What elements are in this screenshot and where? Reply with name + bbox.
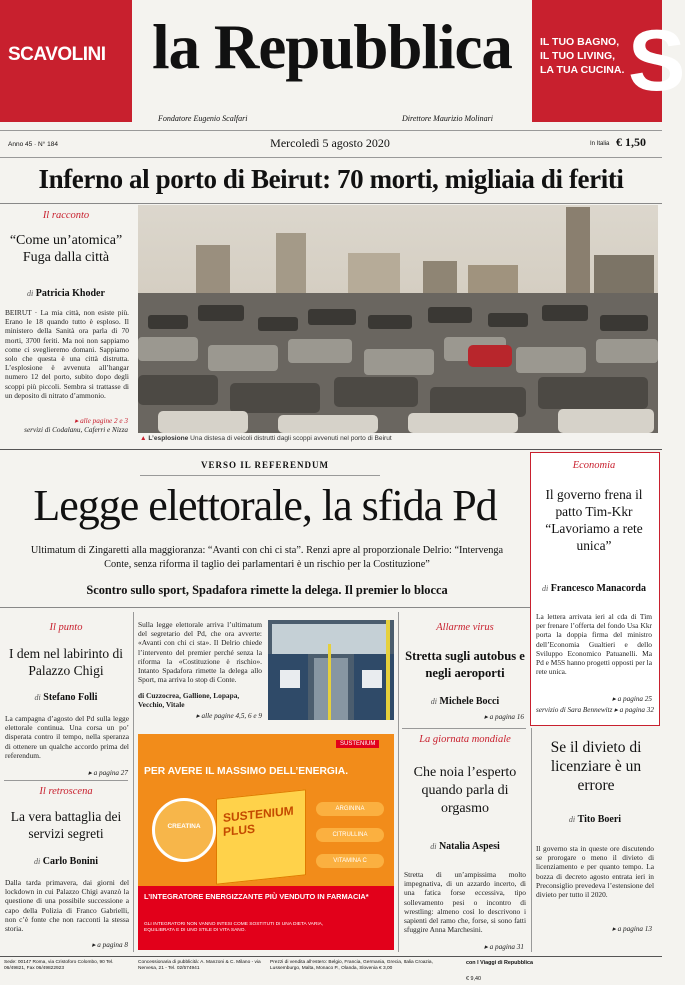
- politics-headline[interactable]: Legge elettorale, la sfida Pd: [33, 481, 497, 530]
- ad-brand-tag: SUSTENIUM: [336, 740, 379, 748]
- economy-title[interactable]: Il governo frena il patto Tim-Kkr “Lavoriamo a rete unica”: [545, 487, 643, 553]
- economy-author: [531, 583, 657, 594]
- ad-right-line-2: IL TUO LIVING,: [540, 50, 616, 62]
- ad-tagline: L’INTEGRATORE ENERGIZZANTE PIÙ VENDUTO IN FARMACIA*: [144, 892, 369, 901]
- covid-author-prefix: di: [430, 697, 438, 706]
- divieto-body: Il governo sta in queste ore discutendo se prorogare o meno il divieto di licenziamento e per quanto tempo. La bozza di decreto agosto entrata ieri in Preconsiglio prevedeva l’estensione del divieto per tutto il 2020.: [536, 844, 654, 900]
- punto-title[interactable]: I dem nel labirinto di Palazzo Chigi: [9, 646, 123, 678]
- photo-caption: [140, 435, 660, 442]
- punto-author-prefix: di: [34, 693, 41, 702]
- ad-right-line-3: LA TUA CUCINA.: [540, 64, 625, 76]
- retroscena-author-name: Carlo Bonini: [42, 856, 99, 867]
- lead-author-name: Patricia Khoder: [35, 288, 105, 299]
- issue-date: Mercoledì 5 agosto 2020: [270, 136, 390, 150]
- ad-right-line-1: IL TUO BAGNO,: [540, 36, 620, 48]
- ad-feature-1: ARGININA: [316, 802, 384, 816]
- ad-fineprint: GLI INTEGRATORI NON VANNO INTESI COME SOSTITUTI DI UNA DIETA VARIA, EQUILIBRATA E DI UNO STILE DI VITA SANO.: [144, 922, 324, 933]
- retroscena-kicker: Il retroscena: [39, 786, 93, 797]
- retroscena-author-prefix: di: [33, 857, 41, 866]
- politics-kicker: VERSO IL REFERENDUM: [200, 460, 329, 470]
- divieto-author: [532, 814, 658, 825]
- footer-col-1: Sede: 00147 Roma, via Cristoforo Colombo, 90 Tel. 06/49821, Fax 06/49822923: [4, 960, 114, 971]
- politics-body: Sulla legge elettorale arriva l’ultimatum del segretario del Pd, che ora avverte: «Avanti con chi ci sta». Il Delrio chiede l’intervento del premier perché senza la riforma la «Costituzione è rischio». Intanto Spadafora rimette la delega allo Sport, ma arriva lo stop di Conte.: [138, 620, 262, 685]
- ad-feature-3: VITAMINA C: [316, 854, 384, 868]
- price-label: In Italia: [590, 141, 610, 147]
- caption-text: Una distesa di veicoli distrutti dagli scoppi avvenuti nel porto di Beirut: [190, 435, 392, 442]
- covid-title[interactable]: Stretta sugli autobus e negli aeroporti: [405, 649, 525, 680]
- mondiale-author-prefix: di: [430, 842, 437, 851]
- caption-bold: L’esplosione: [148, 435, 189, 442]
- ad-product-name: SUSTENIUM PLUS: [223, 803, 294, 839]
- director-line: Direttore Maurizio Molinari: [402, 114, 493, 123]
- scavolini-right-ad[interactable]: [532, 0, 685, 122]
- divieto-author-prefix: di: [568, 815, 576, 824]
- economy-body: La lettera arrivata ieri al cda di Tim per frenare l’offerta del fondo Usa Kkr porta la doppia firma del ministro dell’Economia Gualtieri e dello Sviluppo Economico Patuanelli. Ma Pd e M5S hanno progetti opposti per la rete unica.: [536, 612, 652, 677]
- ad-headline: PER AVERE IL MASSIMO DELL’ENERGIA.: [144, 766, 349, 777]
- economy-ref[interactable]: ▸ a pagina 25: [612, 695, 652, 703]
- mondiale-body: Stretta di un’ampissima molto impegnativa, di un azzardo incerto, di una fatica forse eccessiva, tipo sollevamento pesi o incontro di wrestling: almeno così lo descrivono i sapienti del ramo che, forse, si sono fatti sfuggire Anna Marchesini.: [404, 870, 526, 935]
- retroscena-ref[interactable]: ▸ a pagina 8: [91, 941, 128, 949]
- ad-circle-label: CREATINA: [167, 823, 201, 830]
- punto-body: La campagna d’agosto del Pd sulla legge elettorale continua. Una corsa un po’ disperata contro il tempo, nella speranza di ottenere un qualche accordo prima del referendum.: [5, 714, 129, 760]
- ad-bottom-band: [138, 886, 394, 950]
- economy-author-name: Francesco Manacorda: [550, 583, 646, 594]
- dateline-bar: [0, 130, 662, 158]
- economy-kicker: Economia: [572, 460, 616, 471]
- beirut-photo[interactable]: [138, 205, 658, 433]
- mondiale-title[interactable]: Che noia l’esperto quando parla di orgasmo: [413, 765, 517, 816]
- retroscena-author: [0, 856, 132, 867]
- punto-author: [0, 692, 132, 703]
- lead-title[interactable]: “Come un’atomica” Fuga dalla città: [9, 233, 123, 265]
- lead-ref[interactable]: ▸ alle pagine 2 e 3: [74, 417, 128, 425]
- founder-line: Fondatore Eugenio Scalfari: [158, 114, 248, 123]
- mondiale-kicker: La giornata mondiale: [419, 734, 511, 745]
- lead-kicker: Il racconto: [42, 210, 90, 221]
- covid-kicker: Allarme virus: [436, 622, 494, 633]
- issue-number: Anno 45 · N° 184: [8, 141, 58, 148]
- economy-author-prefix: di: [542, 584, 549, 593]
- price: € 1,50: [616, 135, 646, 149]
- mondiale-author-name: Natalia Aspesi: [438, 841, 500, 852]
- lead-ref-authors: servizi di Codalanu, Caferri e Nizza: [24, 426, 128, 434]
- covid-author: [400, 696, 530, 707]
- ad-feature-2: CITRULLINA: [316, 828, 384, 842]
- divieto-author-name: Tito Boeri: [577, 814, 622, 825]
- covid-ref[interactable]: ▸ a pagina 16: [484, 713, 524, 721]
- politics-authors: di Cuzzocrea, Gallione, Lopapa, Vecchio, Vitale: [138, 691, 240, 710]
- lead-author: [0, 288, 132, 299]
- caption-arrow-icon: ▲: [140, 435, 147, 442]
- covid-author-name: Michele Bocci: [439, 696, 500, 707]
- ad-product-box: [216, 789, 306, 884]
- retroscena-title[interactable]: La vera battaglia dei servizi segreti: [10, 809, 122, 841]
- punto-kicker: Il punto: [49, 622, 83, 633]
- beirut-photo-illustration: [138, 205, 658, 433]
- ad-right-letter: S: [628, 13, 685, 109]
- lead-body: BEIRUT · La mia città, non esiste più. Erano le 18 quando tutto è esploso. Il ministero della Sanità ora parla di 70 morti, 3700 feriti. Ma noi non sappiamo come ci sveglieremo domani. Sappiamo solo che questa è una città distrutta. L’esplosione è avvenuta all’hangar numero 12 del porto, subito dopo degli scoppi più piccoli. Sembra si trattasse di un deposito di nitrato d’ammonio.: [5, 308, 129, 400]
- lead-headline[interactable]: Inferno al porto di Beirut: 70 morti, migliaia di feriti: [38, 164, 624, 194]
- politics-ref[interactable]: ▸ alle pagine 4,5, 6 e 9: [196, 712, 262, 720]
- footer-col-3: Prezzi di vendita all’estero: Belgio, Francia, Germania, Grecia, Italia Croazia, Lussemburgo, Malta, Monaco P., Olanda, Slovenia € 3,00: [270, 960, 433, 971]
- punto-ref[interactable]: ▸ a pagina 27: [88, 769, 128, 777]
- sustenium-ad[interactable]: [138, 734, 394, 950]
- footer-col-4: con I Viaggi di Repubblica: [466, 960, 533, 966]
- economy-ref2[interactable]: servizio di Sara Bennewitz ▸ a pagina 32: [535, 706, 654, 714]
- punto-author-name: Stefano Folli: [43, 692, 98, 703]
- scavolini-ad[interactable]: [0, 0, 132, 122]
- footer-col-4-price: € 9,40: [466, 976, 481, 982]
- bus-photo[interactable]: [268, 620, 394, 720]
- bus-photo-illustration: [268, 620, 394, 720]
- scavolini-ad-label: SCAVOLINI: [8, 44, 106, 65]
- retroscena-body: Dalla tarda primavera, dai giorni del lockdown in cui Palazzo Chigi avanzò la questione di una possibile successione a capo della Polizia di Franco Gabrielli, non c’è fonte che non racconti la stessa storia.: [5, 878, 129, 934]
- politics-sub[interactable]: Scontro sullo sport, Spadafora rimette la delega. Il premier lo blocca: [86, 583, 448, 597]
- mondiale-author: [400, 841, 530, 852]
- mondiale-ref[interactable]: ▸ a pagina 31: [484, 943, 524, 951]
- lead-author-prefix: di: [27, 289, 34, 298]
- divieto-title[interactable]: Se il divieto di licenziare è un errore: [550, 739, 642, 794]
- politics-summary: Ultimatum di Zingaretti alla maggioranza: “Avanti con chi ci sta”. Renzi apre al proporzionale Delrio: “Intervenga Conte, senza riforma il taglio dei parlamentari è un rischio per la Costituzione”: [30, 545, 504, 570]
- newspaper-logo: la Repubblica: [152, 12, 512, 82]
- divieto-ref[interactable]: ▸ a pagina 13: [612, 925, 652, 933]
- footer-col-2: Concessionaria di pubblicità: A. Manzoni & C. Milano - via Nervesa, 21 - Tel. 02/574941: [138, 960, 261, 971]
- ad-creatina-circle: [152, 798, 216, 862]
